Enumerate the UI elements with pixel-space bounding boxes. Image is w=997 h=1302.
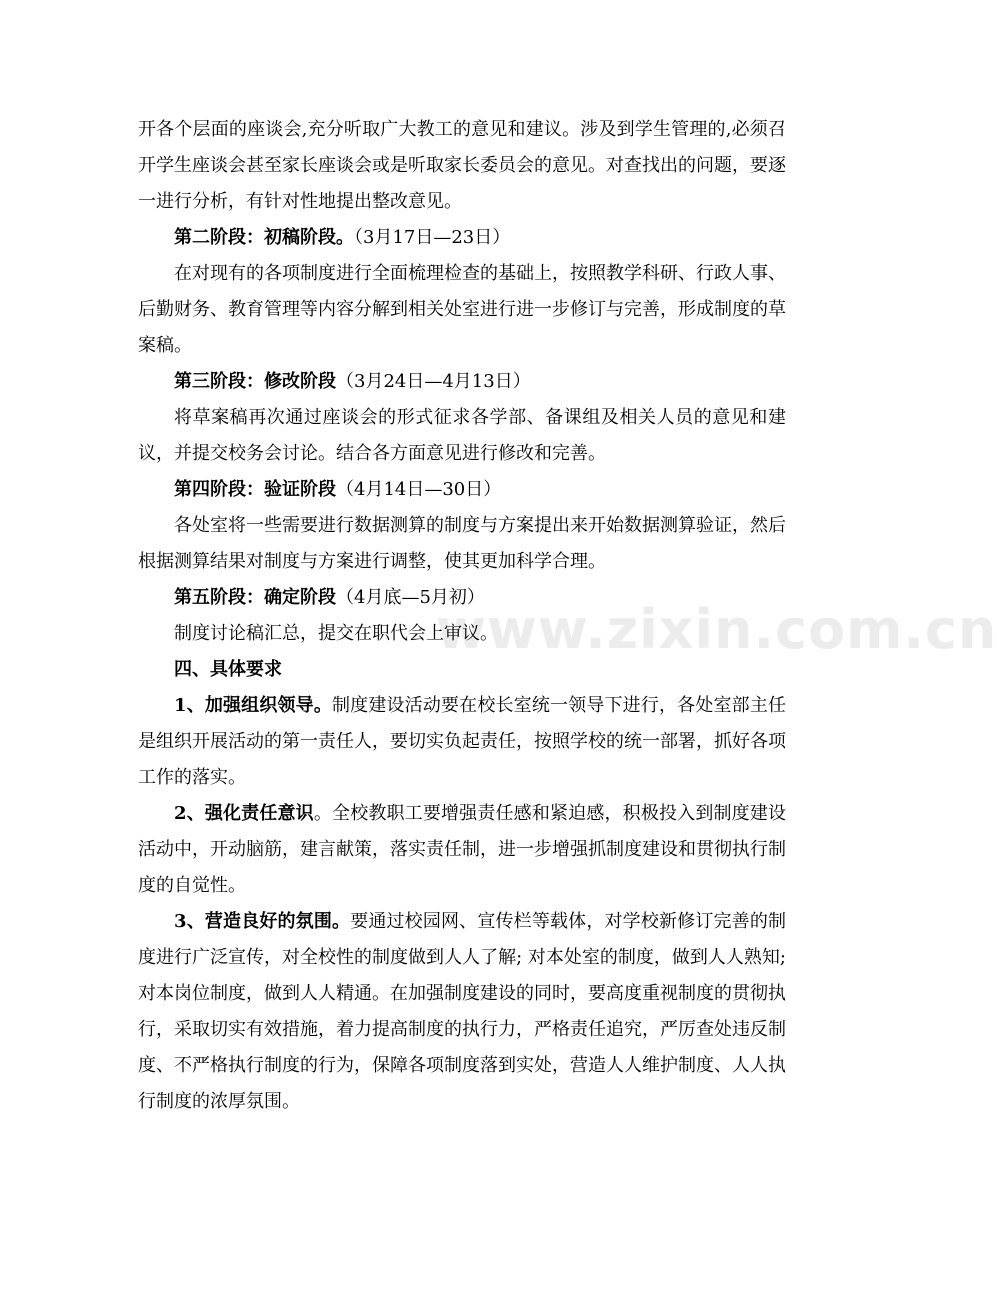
stage2-title: 第二阶段：初稿阶段。 [174,227,354,248]
requirement-3-title: 3、营造良好的氛围。 [174,911,351,932]
stage5-date: （4月底—5月初） [336,587,485,608]
section-heading: 四、具体要求 [174,659,282,680]
stage2-body: 在对现有的各项制度进行全面梳理检查的基础上，按照教学科研、行政人事、后勤财务、教育管理等内容分解到相关处室进行进一步修订与完善，形成制度的草案稿。 [138,263,786,356]
requirement-3-body: 要通过校园网、宣传栏等载体，对学校新修订完善的制度进行广泛宣传，对全校性的制度做到人人了解; 对本处室的制度，做到人人熟知; 对本岗位制度，做到人人精通。在加强制度建设的同时，要高度重视制度的贯彻执行，采取切实有效措施，着力提高制度的执行力，严格责任追究，严厉查处违反制度、不严格执行制度的行为，保障各项制度落到实处，营造人人维护制度、人人执行制度的浓厚氛围。 [138,911,786,1112]
requirement-3 [138,904,786,1120]
stage4-body: 各处室将一些需要进行数据测算的制度与方案提出来开始数据测算验证，然后根据测算结果对制度与方案进行调整，使其更加科学合理。 [138,515,786,572]
stage5-body: 制度讨论稿汇总，提交在职代会上审议。 [174,623,498,644]
stage3-date: （3月24日—4月13日） [336,371,531,392]
stage3-title: 第三阶段：修改阶段 [174,371,336,392]
stage2-heading [138,220,786,256]
stage4-title: 第四阶段：验证阶段 [174,479,336,500]
stage4-heading [138,472,786,508]
requirement-1-title: 1、加强组织领导。 [174,695,333,716]
requirement-2-title: 2、强化责任意识 [174,803,314,824]
requirement-1 [138,688,786,796]
stage2-date: （3月17日—23日） [354,227,511,248]
paragraph-continuation: 开各个层面的座谈会,充分听取广大教工的意见和建议。涉及到学生管理的,必须召开学生座谈会甚至家长座谈会或是听取家长委员会的意见。对查找出的问题，要逐一进行分析，有针对性地提出整改意见。 [138,119,786,212]
requirement-1-body: 制度建设活动要在校长室统一领导下进行，各处室部主任是组织开展活动的第一责任人，要切实负起责任，按照学校的统一部署，抓好各项工作的落实。 [138,695,786,788]
requirement-2-body: 。全校教职工要增强责任感和紧迫感，积极投入到制度建设活动中，开动脑筋，建言献策，落实责任制，进一步增强抓制度建设和贯彻执行制度的自觉性。 [138,803,786,896]
stage3-heading [138,364,786,400]
stage4-date: （4月14日—30日） [336,479,502,500]
watermark: www.zixin.com.cn [436,598,997,661]
requirement-2 [138,796,786,904]
document-body [138,112,786,1120]
stage3-body: 将草案稿再次通过座谈会的形式征求各学部、备课组及相关人员的意见和建议，并提交校务会讨论。结合各方面意见进行修改和完善。 [138,407,786,464]
stage5-title: 第五阶段：确定阶段 [174,587,336,608]
stage5-heading [138,580,786,616]
